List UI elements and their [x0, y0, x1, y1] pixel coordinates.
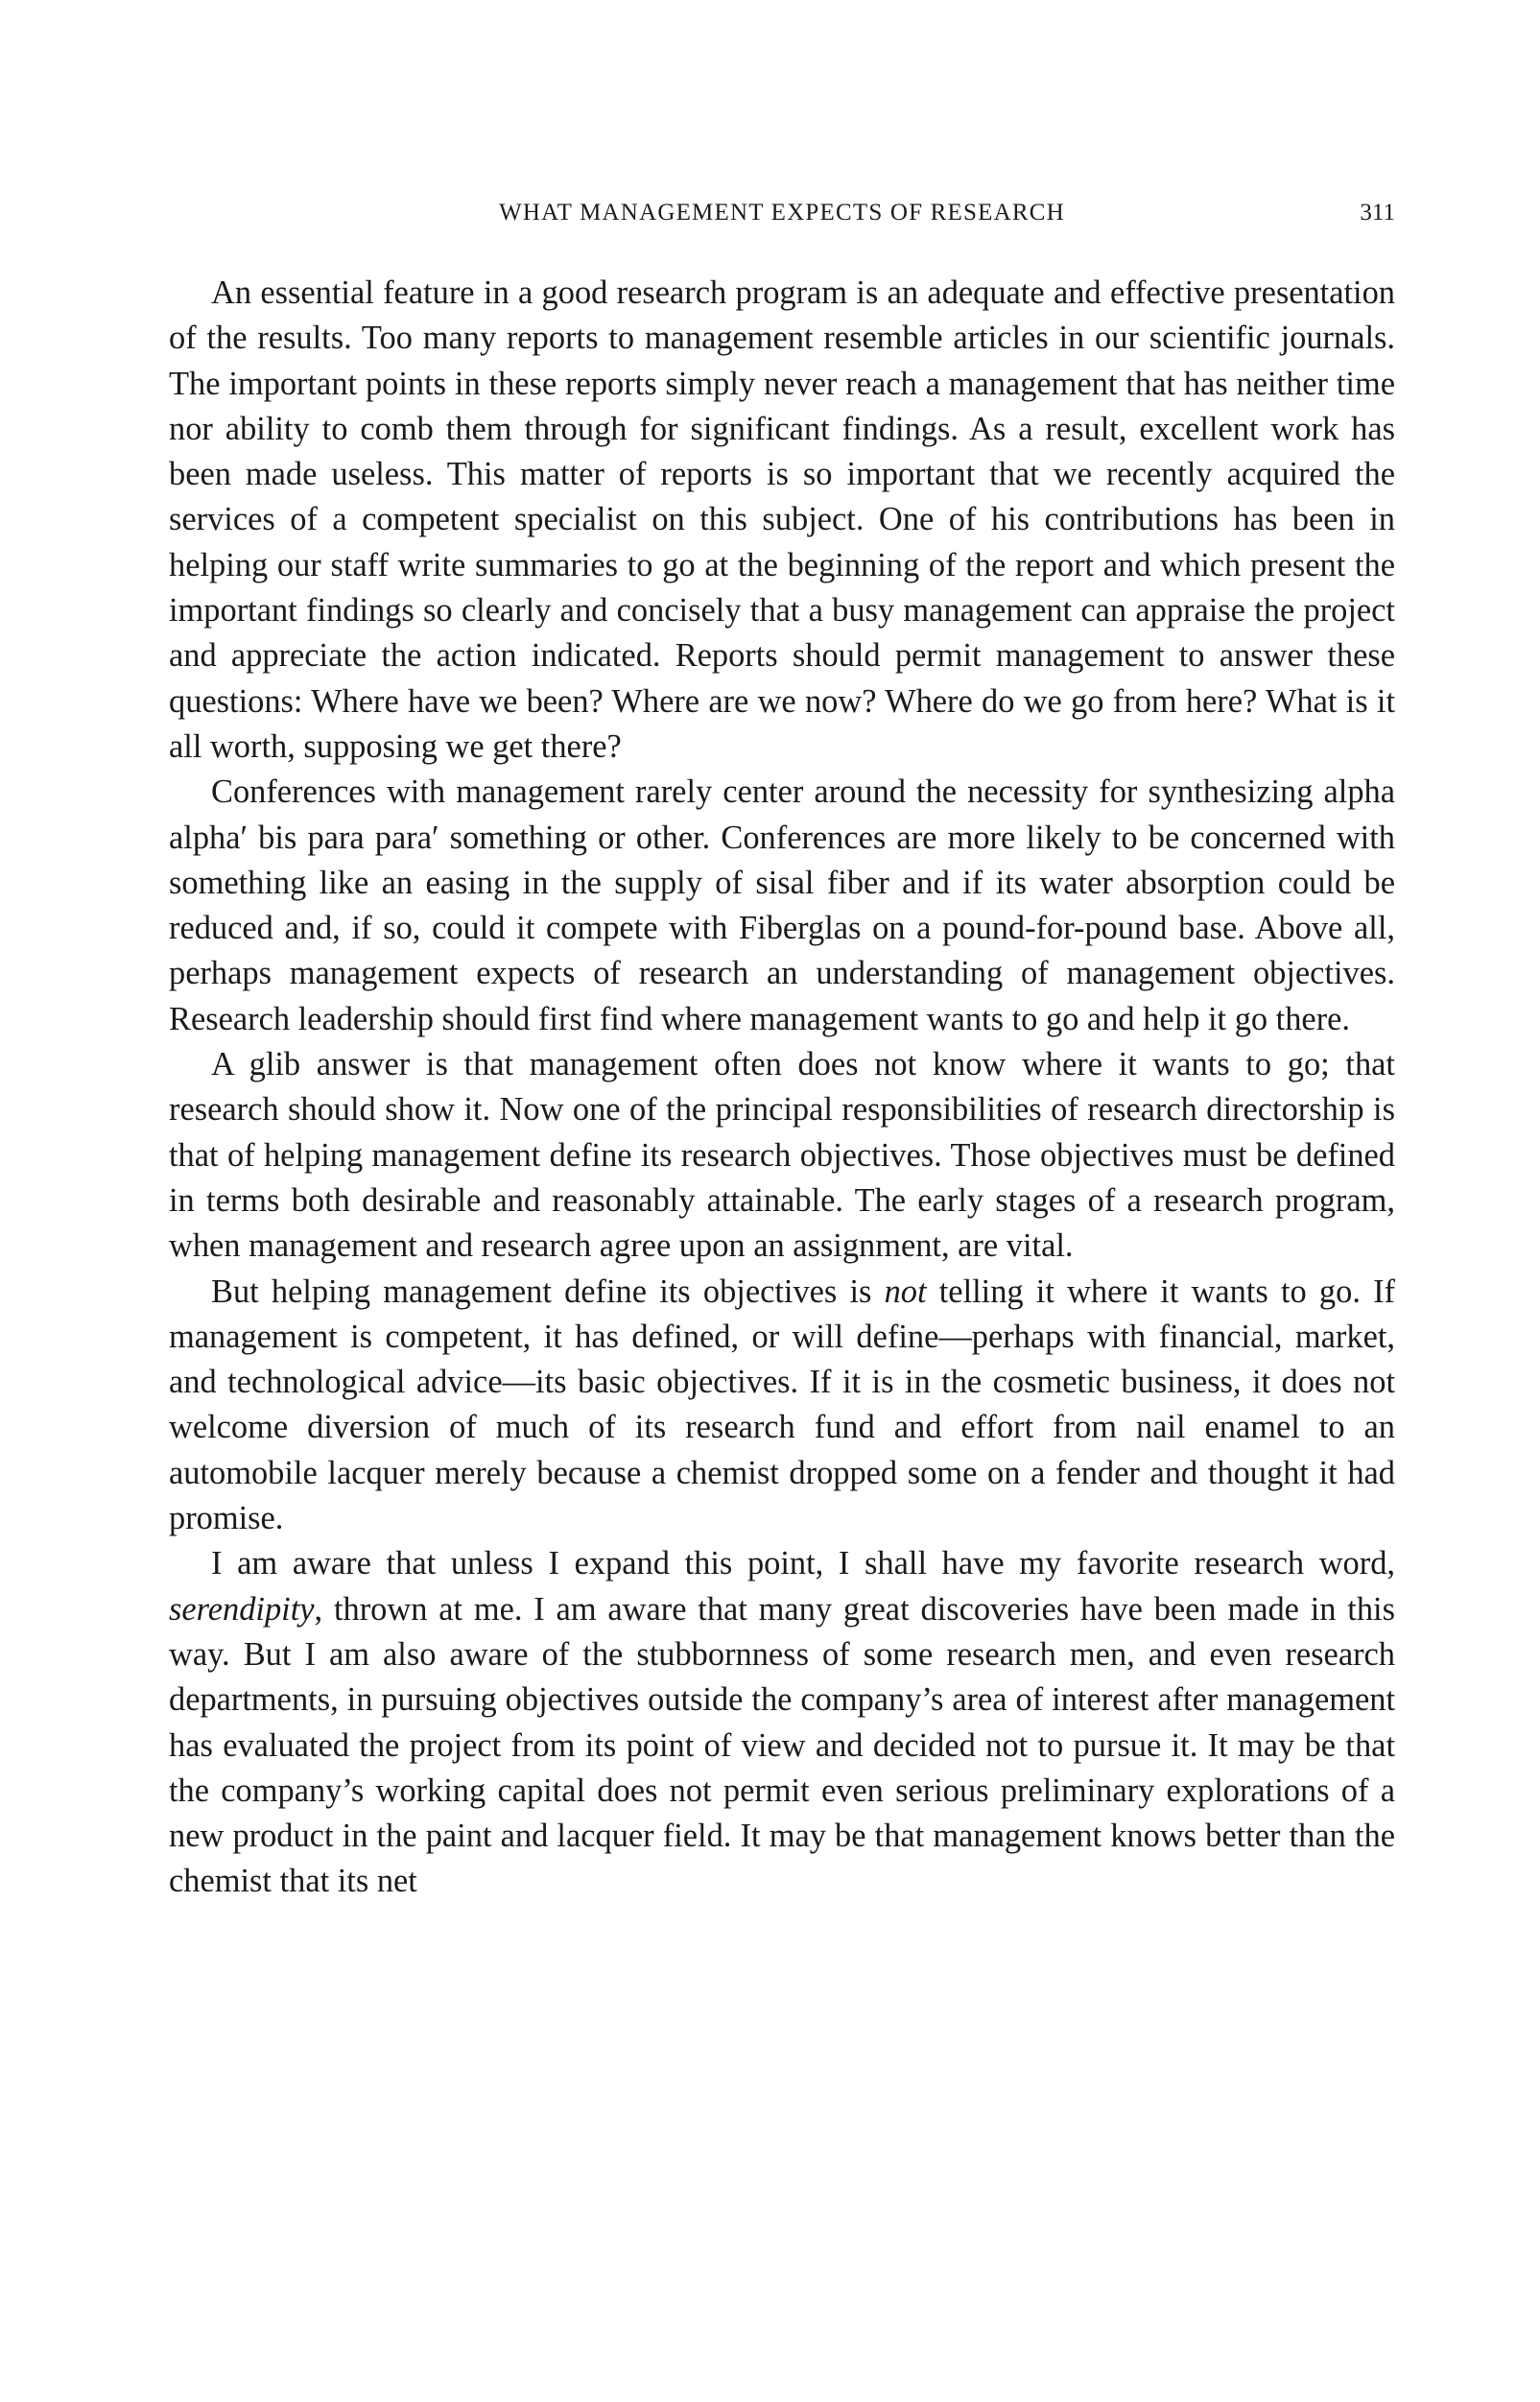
paragraph-objectives-after: telling it where it wants to go. If management is competent, it has defined, or will define—perhaps with financial, market, and technological advice—its basic objectives. If it is in the cosmetic business, it does not welcome diversion of much of its research fund and effort from nail enamel to an automobile lacquer merely because a chemist dropped some on a fender and thought it had promise.	[169, 1272, 1396, 1537]
paragraph-serendipity	[169, 1541, 1395, 1904]
emphasis-serendipity: serendipity	[169, 1590, 315, 1628]
page-number: 311	[1360, 200, 1395, 226]
running-title: WHAT MANAGEMENT EXPECTS OF RESEARCH	[499, 200, 1065, 226]
emphasis-not: not	[884, 1272, 927, 1310]
paragraph-serendipity-before: I am aware that unless I expand this point, I shall have my favorite research word,	[211, 1545, 1395, 1582]
paragraph-glib-answer: A glib answer is that management often does not know where it wants to go; that research should show it. Now one of the principal responsibilities of research directorship is that of helping management define its research objectives. Those objectives must be defined in terms both desirable and reasonably attainable. The early stages of a research program, when management and research agree upon an assignment, are vital.	[169, 1046, 1395, 1265]
paragraph-serendipity-after: , thrown at me. I am aware that many great discoveries have been made in this way. But I am also aware of the stubbornness of some research men, and even research departments, in pursuing objectives outside the company’s area of interest after management has evaluated the project from its point of view and decided not to pursue it. It may be that the company’s working capital does not permit even serious preliminary explorations of a new product in the paint and lacquer field. It may be that management knows better than the chemist that its net	[169, 1590, 1395, 1900]
running-head	[169, 194, 1395, 232]
paragraph-objectives-before: But helping management define its objectives is	[211, 1272, 885, 1310]
paragraph-reports: An essential feature in a good research program is an adequate and effective presentation of the results. Too many reports to management resemble articles in our scientific journals. The important points in these reports simply never reach a management that has neither time nor ability to comb them through for significant findings. As a result, excellent work has been made useless. This matter of reports is so important that we recently acquired the services of a competent specialist on this subject. One of his contributions has been in helping our staff write summaries to go at the beginning of the report and which present the important findings so clearly and concisely that a busy management can appraise the project and appreciate the action indicated. Reports should permit management to answer these questions: Where have we been? Where are we now? Where do we go from here? What is it all worth, supposing we get there?	[169, 274, 1395, 765]
body-text	[169, 271, 1395, 1905]
paragraph-conferences: Conferences with management rarely center around the necessity for synthesizing alpha alpha′ bis para para′ something or other. Conferences are more likely to be concerned with something like an easing in the supply of sisal fiber and if its water absorption could be reduced and, if so, could it compete with Fiberglas on a pound-for-pound base. Above all, perhaps management expects of research an understanding of management objectives. Research leadership should first find where management wants to go and help it go there.	[169, 773, 1395, 1037]
paragraph-objectives	[169, 1270, 1395, 1542]
